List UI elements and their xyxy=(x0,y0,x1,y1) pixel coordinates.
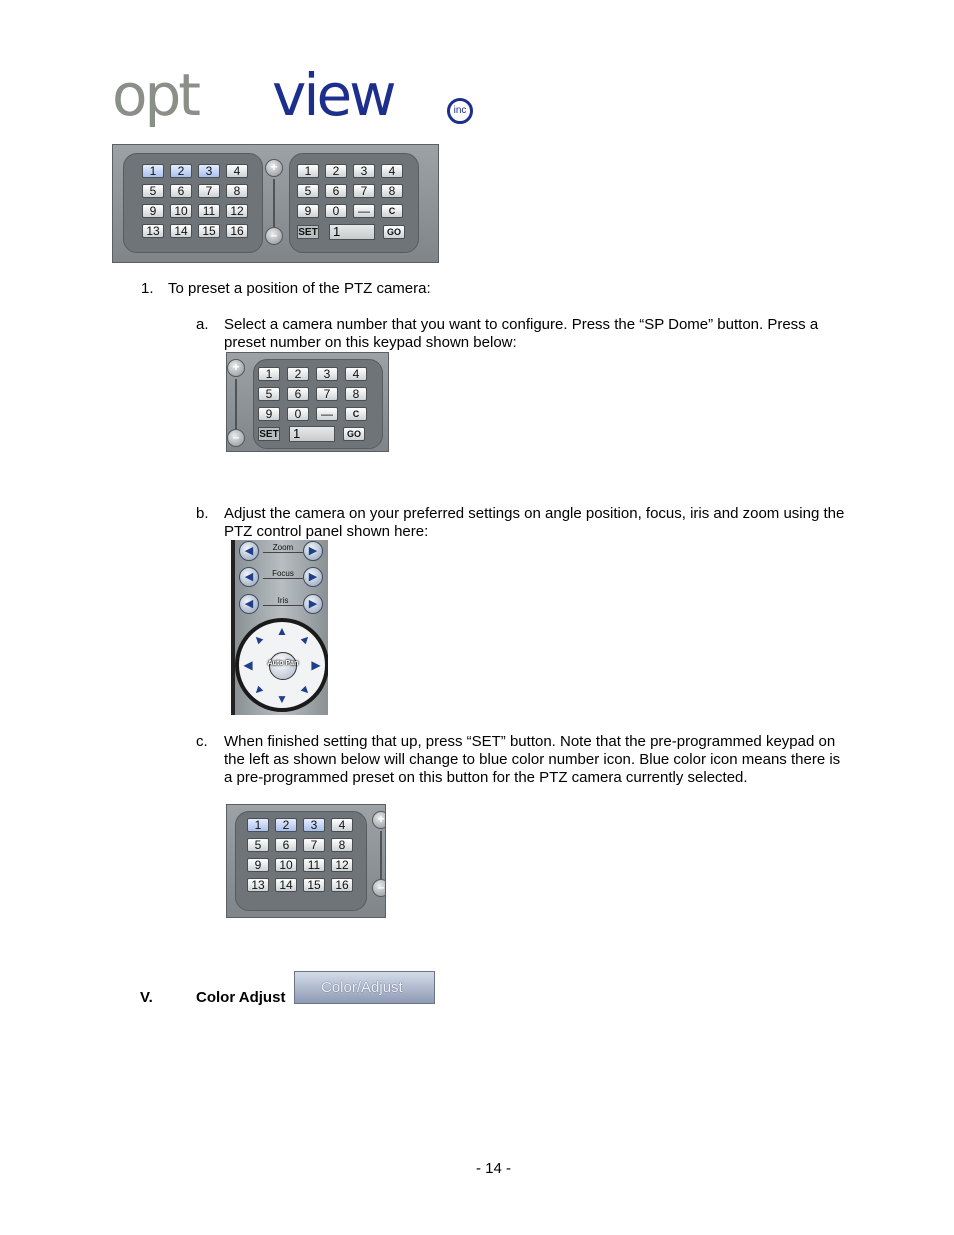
camera-number-key[interactable]: 16 xyxy=(226,224,248,238)
auto-pan-label: Auto Pan xyxy=(267,660,299,667)
camera-number-key[interactable]: 12 xyxy=(331,858,353,872)
preset-number-key[interactable]: — xyxy=(353,204,375,218)
step-1-number: 1. xyxy=(141,280,154,297)
preset-number-key[interactable]: 1 xyxy=(258,367,280,381)
pan-down-right-arrow-icon[interactable]: ▲ xyxy=(296,681,316,701)
camera-number-key[interactable]: 3 xyxy=(198,164,220,178)
zoom-in-right-arrow-icon[interactable]: ▶ xyxy=(303,541,323,561)
preset-number-key[interactable]: 4 xyxy=(381,164,403,178)
preset-number-field[interactable]: 1 xyxy=(329,224,375,240)
camera-number-key[interactable]: 1 xyxy=(247,818,269,832)
preset-number-key[interactable]: 9 xyxy=(297,204,319,218)
step-a-line-2: preset number on this keypad shown below: xyxy=(224,334,517,351)
zoom-minus-icon[interactable]: – xyxy=(372,879,386,897)
pan-down-left-arrow-icon[interactable]: ▲ xyxy=(248,681,268,701)
step-b-line-1: Adjust the camera on your preferred settings on angle position, focus, iris and zoom using the xyxy=(224,505,845,522)
camera-number-key[interactable]: 5 xyxy=(142,184,164,198)
pan-down-arrow-icon[interactable]: ▼ xyxy=(276,692,288,706)
camera-number-key[interactable]: 3 xyxy=(303,818,325,832)
preset-number-key[interactable]: 6 xyxy=(287,387,309,401)
camera-number-key[interactable]: 9 xyxy=(142,204,164,218)
iris-control-row xyxy=(239,594,325,616)
preset-number-key[interactable]: 2 xyxy=(287,367,309,381)
focus-near-left-arrow-icon[interactable]: ◀ xyxy=(239,567,259,587)
preset-number-key[interactable]: 8 xyxy=(345,387,367,401)
keypad-main-image xyxy=(112,144,439,263)
camera-number-key[interactable]: 7 xyxy=(198,184,220,198)
section-v-title: Color Adjust xyxy=(196,989,286,1006)
logo-opt-text: opt xyxy=(112,61,199,129)
camera-number-key[interactable]: 10 xyxy=(170,204,192,218)
camera-number-key[interactable]: 15 xyxy=(198,224,220,238)
step-1-text: To preset a position of the PTZ camera: xyxy=(168,280,431,297)
iris-open-right-arrow-icon[interactable]: ▶ xyxy=(303,594,323,614)
go-button[interactable]: GO xyxy=(343,427,365,441)
set-button[interactable]: SET xyxy=(259,429,279,440)
step-c-line-3: a pre-programmed preset on this button for the PTZ camera currently selected. xyxy=(224,769,748,786)
camera-number-key[interactable]: 12 xyxy=(226,204,248,218)
camera-number-key[interactable]: 4 xyxy=(226,164,248,178)
pan-tilt-dial xyxy=(235,618,328,712)
go-button[interactable]: GO xyxy=(383,225,405,239)
preset-number-key[interactable]: 2 xyxy=(325,164,347,178)
camera-number-key[interactable]: 15 xyxy=(303,878,325,892)
step-c-line-1: When finished setting that up, press “SET” button. Note that the pre-programmed keypad on xyxy=(224,733,836,750)
preset-number-key[interactable]: 5 xyxy=(258,387,280,401)
preset-number-key[interactable]: 4 xyxy=(345,367,367,381)
camera-number-key[interactable]: 4 xyxy=(331,818,353,832)
preset-number-key[interactable]: 0 xyxy=(325,204,347,218)
color-adjust-button[interactable]: Color/Adjust xyxy=(294,971,435,1004)
camera-number-key[interactable]: 2 xyxy=(170,164,192,178)
preset-number-key[interactable]: 3 xyxy=(353,164,375,178)
camera-number-key[interactable]: 8 xyxy=(226,184,248,198)
preset-number-key[interactable]: C xyxy=(381,204,403,218)
keypad-blue-preset-image xyxy=(226,804,386,918)
pan-up-right-arrow-icon[interactable]: ▲ xyxy=(296,629,316,649)
camera-number-key[interactable]: 10 xyxy=(275,858,297,872)
zoom-slider[interactable] xyxy=(380,831,382,881)
set-button[interactable]: SET xyxy=(298,227,318,238)
zoom-out-left-arrow-icon[interactable]: ◀ xyxy=(239,541,259,561)
camera-number-key[interactable]: 2 xyxy=(275,818,297,832)
step-a-letter: a. xyxy=(196,316,209,333)
pan-up-left-arrow-icon[interactable]: ▲ xyxy=(248,629,268,649)
iris-label: Iris xyxy=(263,596,303,606)
keypad-preset-image xyxy=(226,352,389,452)
step-c-line-2: the left as shown below will change to blue color number icon. Blue color icon means there is xyxy=(224,751,841,768)
camera-number-key[interactable]: 6 xyxy=(170,184,192,198)
camera-number-key[interactable]: 11 xyxy=(198,204,220,218)
camera-number-key[interactable]: 6 xyxy=(275,838,297,852)
logo-inc-badge: inc xyxy=(447,98,473,124)
focus-label: Focus xyxy=(263,569,303,579)
preset-number-key[interactable]: — xyxy=(316,407,338,421)
camera-number-key[interactable]: 1 xyxy=(142,164,164,178)
camera-number-key[interactable]: 13 xyxy=(247,878,269,892)
preset-number-key[interactable]: 8 xyxy=(381,184,403,198)
focus-control-row xyxy=(239,567,325,589)
step-b-letter: b. xyxy=(196,505,209,522)
preset-number-key[interactable]: 3 xyxy=(316,367,338,381)
preset-number-key[interactable]: 9 xyxy=(258,407,280,421)
zoom-slider[interactable] xyxy=(235,379,237,429)
pan-right-arrow-icon[interactable]: ▶ xyxy=(311,658,321,672)
preset-number-key[interactable]: 1 xyxy=(297,164,319,178)
preset-number-key[interactable]: 7 xyxy=(316,387,338,401)
preset-number-key[interactable]: 6 xyxy=(325,184,347,198)
logo-view-text: view xyxy=(272,61,394,129)
preset-number-key[interactable]: 7 xyxy=(353,184,375,198)
zoom-plus-icon[interactable]: + xyxy=(227,359,245,377)
step-a-line-1: Select a camera number that you want to configure. Press the “SP Dome” button. Press a xyxy=(224,316,819,333)
camera-number-key[interactable]: 8 xyxy=(331,838,353,852)
camera-number-key[interactable]: 7 xyxy=(303,838,325,852)
section-v-numeral: V. xyxy=(140,989,153,1006)
pan-up-arrow-icon[interactable]: ▲ xyxy=(276,624,288,638)
zoom-minus-icon[interactable]: – xyxy=(265,227,283,245)
zoom-slider[interactable] xyxy=(273,179,275,229)
zoom-control-row xyxy=(239,541,325,563)
camera-number-key[interactable]: 14 xyxy=(275,878,297,892)
zoom-plus-icon[interactable]: + xyxy=(265,159,283,177)
camera-number-key[interactable]: 14 xyxy=(170,224,192,238)
zoom-minus-icon[interactable]: – xyxy=(227,429,245,447)
preset-number-key[interactable]: 5 xyxy=(297,184,319,198)
preset-number-key[interactable]: 0 xyxy=(287,407,309,421)
camera-number-key[interactable]: 9 xyxy=(247,858,269,872)
zoom-label: Zoom xyxy=(263,543,303,553)
focus-far-right-arrow-icon[interactable]: ▶ xyxy=(303,567,323,587)
step-b-line-2: PTZ control panel shown here: xyxy=(224,523,429,540)
ptz-control-panel-image xyxy=(231,540,328,715)
camera-number-key[interactable]: 5 xyxy=(247,838,269,852)
preset-number-key[interactable]: C xyxy=(345,407,367,421)
zoom-plus-icon[interactable]: + xyxy=(372,811,386,829)
step-c-letter: c. xyxy=(196,733,208,750)
iris-close-left-arrow-icon[interactable]: ◀ xyxy=(239,594,259,614)
camera-number-key[interactable]: 13 xyxy=(142,224,164,238)
pan-left-arrow-icon[interactable]: ◀ xyxy=(243,658,253,672)
optiview-logo xyxy=(112,62,482,128)
preset-number-field[interactable]: 1 xyxy=(289,426,335,442)
camera-number-key[interactable]: 11 xyxy=(303,858,325,872)
camera-number-key[interactable]: 16 xyxy=(331,878,353,892)
page-number: - 14 - xyxy=(476,1160,512,1177)
